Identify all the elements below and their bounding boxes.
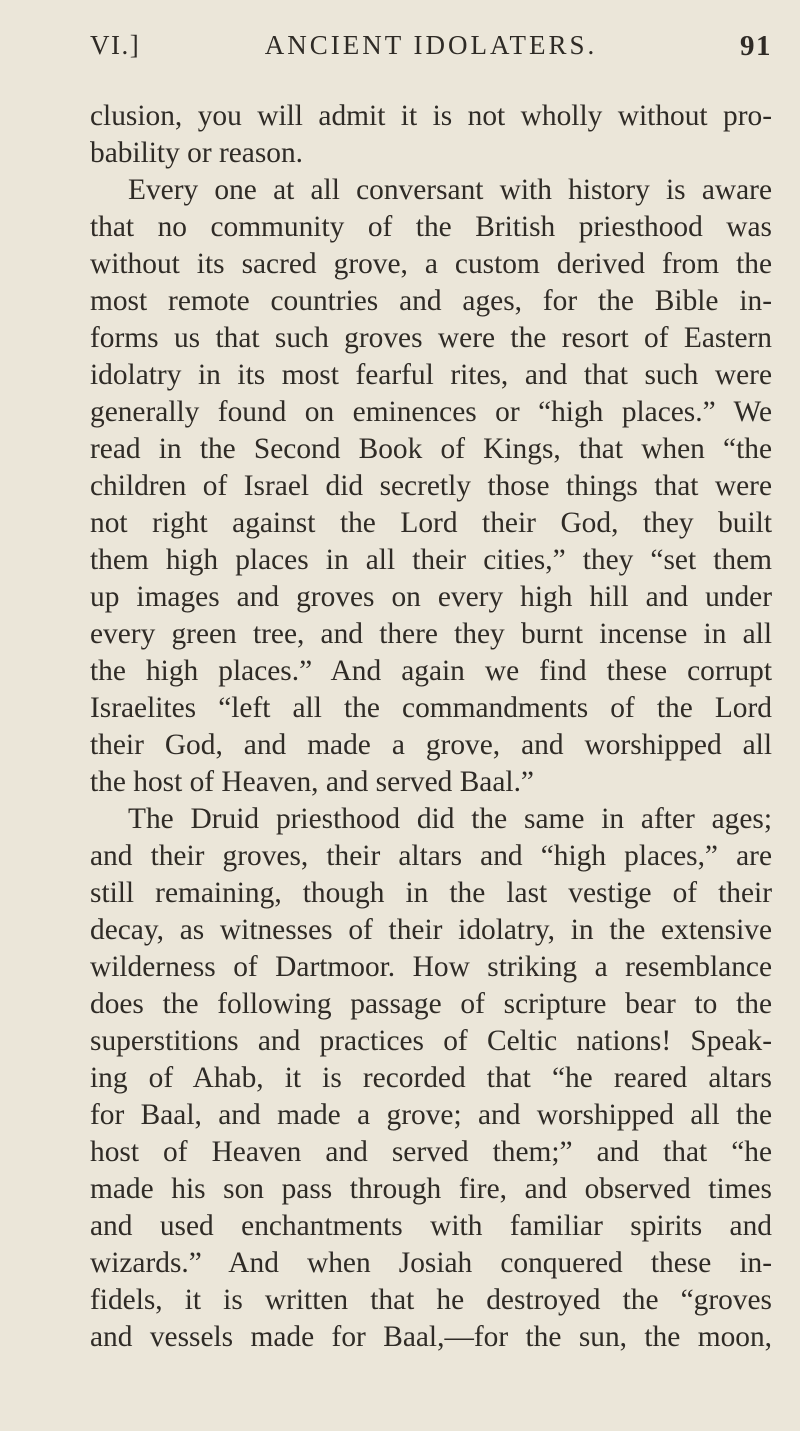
text-line: read in the Second Book of Kings, that when “the: [90, 433, 772, 465]
text-line: superstitions and practices of Celtic nations! Speak-: [90, 1025, 772, 1057]
text-line: idolatry in its most fearful rites, and that such were: [90, 359, 772, 391]
text-line: clusion, you will admit it is not wholly without pro-: [90, 100, 772, 132]
text-line: most remote countries and ages, for the Bible in-: [90, 285, 772, 317]
text-line: every green tree, and there they burnt incense in all: [90, 618, 772, 650]
body-text: [90, 98, 772, 1356]
text-line: decay, as witnesses of their idolatry, in the extensive: [90, 914, 772, 946]
text-line: their God, and made a grove, and worshipped all: [90, 729, 772, 761]
text-line: that no community of the British priesthood was: [90, 211, 772, 243]
page-number: 91: [740, 30, 772, 62]
running-title: ANCIENT IDOLATERS.: [264, 30, 598, 60]
text-line: Israelites “left all the commandments of the Lord: [90, 692, 772, 724]
text-line: not right against the Lord their God, they built: [90, 507, 772, 539]
text-line: bability or reason.: [90, 137, 304, 169]
text-line: wizards.” And when Josiah conquered these in-: [90, 1247, 772, 1279]
text-line: the high places.” And again we find these corrupt: [90, 655, 772, 687]
text-line: still remaining, though in the last vestige of their: [90, 877, 772, 909]
text-line: up images and groves on every high hill and under: [90, 581, 772, 613]
text-line: and their groves, their altars and “high places,” are: [90, 840, 772, 872]
text-line: for Baal, and made a grove; and worshipped all the: [90, 1099, 772, 1131]
text-line: does the following passage of scripture bear to the: [90, 988, 772, 1020]
text-line: and used enchantments with familiar spirits and: [90, 1210, 772, 1242]
chapter-marker: VI.]: [90, 30, 141, 60]
running-head: [90, 30, 772, 64]
text-line: ing of Ahab, it is recorded that “he reared altars: [90, 1062, 772, 1094]
text-line: fidels, it is written that he destroyed the “groves: [90, 1284, 772, 1316]
text-line: The Druid priesthood did the same in after ages;: [128, 803, 772, 835]
text-line: the host of Heaven, and served Baal.”: [90, 766, 534, 798]
text-line: Every one at all conversant with history is aware: [128, 174, 772, 206]
text-line: and vessels made for Baal,—for the sun, the moon,: [90, 1321, 772, 1353]
text-line: them high places in all their cities,” they “set them: [90, 544, 772, 576]
text-line: wilderness of Dartmoor. How striking a resemblance: [90, 951, 772, 983]
text-line: generally found on eminences or “high places.” We: [90, 396, 772, 428]
text-line: host of Heaven and served them;” and that “he: [90, 1136, 772, 1168]
text-line: forms us that such groves were the resort of Eastern: [90, 322, 772, 354]
text-line: without its sacred grove, a custom derived from the: [90, 248, 772, 280]
text-line: made his son pass through fire, and observed times: [90, 1173, 772, 1205]
text-line: children of Israel did secretly those things that were: [90, 470, 772, 502]
